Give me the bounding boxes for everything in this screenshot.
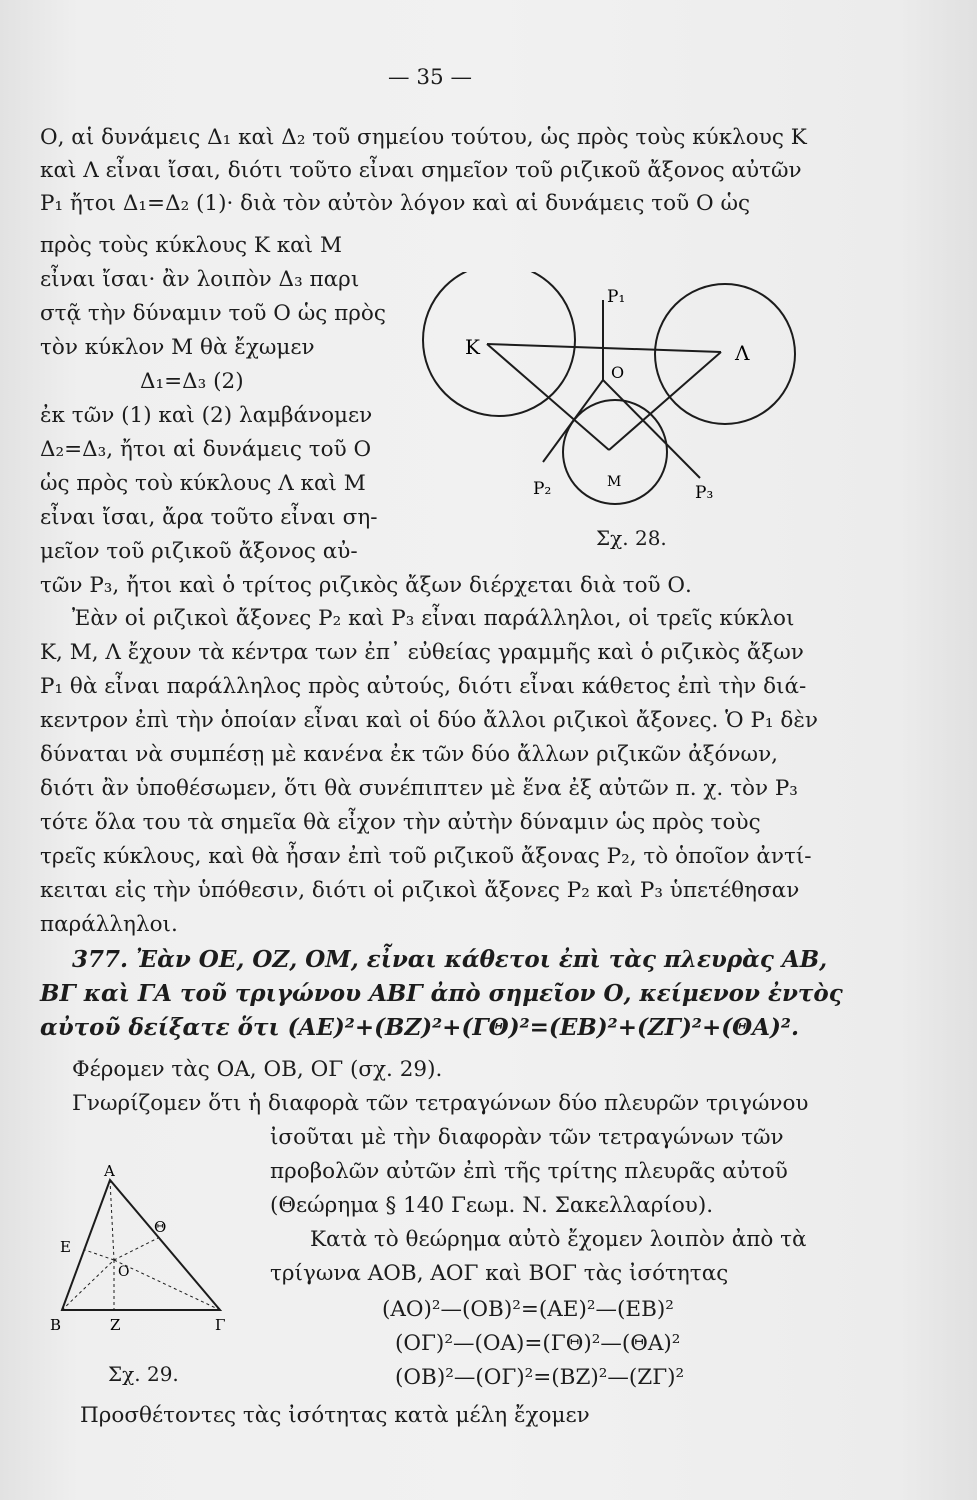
text-line: Ο, αἱ δυνάμεις Δ₁ καὶ Δ₂ τοῦ σημείου τούτου, ὡς πρὸς τοὺς κύκλους Κ xyxy=(40,125,807,150)
text-line: Δ₂=Δ₃, ἤτοι αἱ δυνάμεις τοῦ Ο xyxy=(40,437,372,462)
label-P1: P₁ xyxy=(607,287,626,307)
text-line: τότε ὅλα του τὰ σημεῖα θὰ εἶχον τὴν αὐτὴν δύναμιν ὡς πρὸς τοὺς xyxy=(40,810,761,835)
label-O: Ο xyxy=(118,1264,130,1280)
label-Z: Ζ xyxy=(110,1316,121,1334)
text-line: τρίγωνα ΑΟΒ, ΑΟΓ καὶ ΒΟΓ τὰς ἰσότητας xyxy=(270,1261,729,1286)
label-P3: P₃ xyxy=(695,483,714,503)
figure-28-circles-diagram xyxy=(415,272,835,522)
text-line: πρὸς τοὺς κύκλους Κ καὶ Μ xyxy=(40,233,342,258)
label-L: Λ xyxy=(735,341,750,365)
text-line: Δ₁=Δ₃ (2) xyxy=(140,369,244,394)
text-line: ἐκ τῶν (1) καὶ (2) λαμβάνομεν xyxy=(40,403,373,428)
text-line: τρεῖς κύκλους, καὶ θὰ ἦσαν ἐπὶ τοῦ ριζικοῦ ἄξονας P₂, τὸ ὁποῖον ἀντί- xyxy=(40,844,812,869)
equation: (ΟΓ)²—(ΟΑ)=(ΓΘ)²—(ΘΑ)² xyxy=(395,1331,681,1356)
label-Th: Θ xyxy=(154,1218,167,1236)
figure-28-caption: Σχ. 28. xyxy=(596,526,667,550)
label-O: O xyxy=(611,363,625,382)
text-line: Ἐὰν οἱ ριζικοὶ ἄξονες P₂ καὶ P₃ εἶναι παράλληλοι, οἱ τρεῖς κύκλοι xyxy=(72,606,795,631)
text-line: κειται εἰς τὴν ὑπόθεσιν, διότι οἱ ριζικοὶ ἄξονες P₂ καὶ P₃ ὑπετέθησαν xyxy=(40,878,800,903)
text-line: κεντρον ἐπὶ τὴν ὁποίαν εἶναι καὶ οἱ δύο ἄλλοι ριζικοὶ ἄξονες. Ὁ P₁ δὲν xyxy=(40,708,818,733)
figure-29-caption: Σχ. 29. xyxy=(108,1362,179,1386)
text-line: εἶναι ἴσαι· ἂν λοιπὸν Δ₃ παρι xyxy=(40,267,360,292)
exercise-377-heading: αὐτοῦ δείξατε ὅτι (ΑΕ)²+(ΒΖ)²+(ΓΘ)²=(ΕΒ)²+(ΖΓ)²+(ΘΑ)². xyxy=(40,1014,799,1041)
text-line: προβολῶν αὐτῶν ἐπὶ τῆς τρίτης πλευρᾶς αὐτοῦ xyxy=(270,1159,788,1184)
label-A: Α xyxy=(104,1162,115,1180)
text-line: τὸν κύκλον Μ θὰ ἔχωμεν xyxy=(40,335,315,360)
figure-29-triangle-diagram xyxy=(50,1160,240,1340)
exercise-377-heading: 377. Ἐὰν ΟΕ, ΟΖ, ΟΜ, εἶναι κάθετοι ἐπὶ τὰς πλευρὰς ΑΒ, xyxy=(72,946,828,973)
text-line: (Θεώρημα § 140 Γεωμ. Ν. Σακελλαρίου). xyxy=(270,1193,714,1218)
text-line: Κατὰ τὸ θεώρημα αὐτὸ ἔχομεν λοιπὸν ἀπὸ τὰ xyxy=(310,1227,807,1252)
equation: (ΟΒ)²—(ΟΓ)²=(ΒΖ)²—(ΖΓ)² xyxy=(395,1365,685,1390)
equation: (ΑΟ)²—(ΟΒ)²=(ΑΕ)²—(ΕΒ)² xyxy=(382,1297,674,1322)
text-line: Κ, Μ, Λ ἔχουν τὰ κέντρα των ἐπ᾽ εὐθείας γραμμῆς καὶ ὁ ριζικὸς ἄξων xyxy=(40,640,804,665)
text-line: ἰσοῦται μὲ τὴν διαφορὰν τῶν τετραγώνων τῶν xyxy=(270,1125,784,1150)
text-line: τῶν P₃, ἤτοι καὶ ὁ τρίτος ριζικὸς ἄξων διέρχεται διὰ τοῦ Ο. xyxy=(40,573,692,598)
text-line: παράλληλοι. xyxy=(40,912,178,937)
label-K: K xyxy=(465,335,480,359)
text-line: Γνωρίζομεν ὅτι ἡ διαφορὰ τῶν τετραγώνων δύο πλευρῶν τριγώνου xyxy=(72,1091,809,1116)
label-B: Β xyxy=(50,1316,62,1334)
text-line: δύναται νὰ συμπέσῃ μὲ κανένα ἐκ τῶν δύο ἄλλων ριζικῶν ἀξόνων, xyxy=(40,742,778,767)
text-line: P₁ ἤτοι Δ₁=Δ₂ (1)· διὰ τὸν αὐτὸν λόγον καὶ αἱ δυνάμεις τοῦ Ο ὡς xyxy=(40,191,751,216)
text-line: Προσθέτοντες τὰς ἰσότητας κατὰ μέλη ἔχομεν xyxy=(80,1403,590,1428)
text-line: μεῖον τοῦ ριζικοῦ ἄξονος αὐ- xyxy=(40,539,358,564)
label-E: Ε xyxy=(60,1238,71,1256)
text-line: καὶ Λ εἶναι ἴσαι, διότι τοῦτο εἶναι σημεῖον τοῦ ριζικοῦ ἄξονος αὐτῶν xyxy=(40,158,802,183)
text-line: Φέρομεν τὰς ΟΑ, ΟΒ, ΟΓ (σχ. 29). xyxy=(72,1057,443,1082)
label-G: Γ xyxy=(215,1316,226,1334)
exercise-377-heading: ΒΓ καὶ ΓΑ τοῦ τριγώνου ΑΒΓ ἀπὸ σημεῖον Ο, κείμενον ἐντὸς xyxy=(40,980,843,1007)
label-M: M xyxy=(607,474,622,490)
text-line: εἶναι ἴσαι, ἄρα τοῦτο εἶναι ση- xyxy=(40,505,378,530)
page-number: — 35 — xyxy=(388,65,473,90)
label-P2: P₂ xyxy=(533,479,552,499)
text-line: διότι ἂν ὑποθέσωμεν, ὅτι θὰ συνέπιπτεν μὲ ἕνα ἐξ αὐτῶν π. χ. τὸν P₃ xyxy=(40,776,798,801)
text-line: ὡς πρὸς τοὺ κύκλους Λ καὶ Μ xyxy=(40,471,366,496)
text-line: P₁ θὰ εἶναι παράλληλος πρὸς αὐτούς, διότι εἶναι κάθετος ἐπὶ τὴν διά- xyxy=(40,674,807,699)
text-line: στᾷ τὴν δύναμιν τοῦ Ο ὡς πρὸς xyxy=(40,301,386,326)
